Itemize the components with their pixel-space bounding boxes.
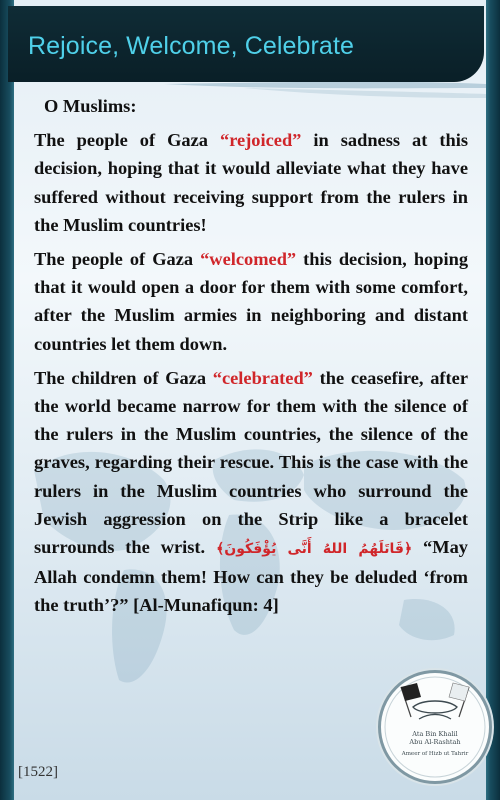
paragraph-rejoiced: [34, 126, 468, 239]
paragraph-celebrated: [34, 364, 468, 620]
highlight-celebrated: “celebrated”: [212, 367, 313, 388]
page-header: [8, 6, 484, 82]
paragraph-text: The children of Gaza: [34, 367, 213, 388]
seal-title-line: Ameer of Hizb ut Tahrir: [401, 751, 469, 757]
paragraph-salutation: [34, 92, 468, 120]
highlight-welcomed: “welcomed”: [200, 249, 297, 270]
paragraph-text: The people of Gaza: [34, 249, 201, 270]
paragraph-welcomed: [34, 245, 468, 358]
paragraph-text: this decision, hoping that it would open a door for them with some comfort, after the Muslim armies in neighboring and distant countries let them down.: [34, 249, 469, 354]
emblem-seal: [378, 670, 492, 784]
seal-name-line: Abu Al-Rashtah: [409, 738, 461, 746]
seal-name-line: Ata Bin Khalil: [412, 730, 458, 738]
paragraph-text: the ceasefire, after the world became narrow for them with the silence of the rulers in the Muslim countries, the silence of the graves, regarding their rescue. This is the case with the rulers in the Muslim countries who surround the Jewish aggression on the Strip like a bracelet surrounds the wrist.: [34, 367, 468, 558]
highlight-rejoiced: “rejoiced”: [220, 130, 302, 151]
quran-verse-arabic: ﴿قَاتَلَهُمُ اللهُ أَنَّى يُؤْفَكُونَ﴾: [216, 541, 413, 558]
salutation-text: O Muslims:: [44, 96, 137, 116]
left-frame: [0, 0, 14, 800]
article-body: [34, 92, 468, 626]
page-title: Rejoice, Welcome, Celebrate: [28, 32, 354, 60]
paragraph-text: in sadness at this decision, hoping that it would alleviate what they have suffered without receiving support from the rulers in the Muslim countries!: [34, 130, 469, 235]
seal-flags-icon: [381, 673, 489, 781]
verse-translation: “May Allah condemn them! How can they be deluded ‘from the truth’?” [Al-Munafiqun: 4]: [34, 537, 468, 616]
page-number: [1522]: [18, 764, 58, 780]
paragraph-text: The people of Gaza: [34, 130, 220, 151]
